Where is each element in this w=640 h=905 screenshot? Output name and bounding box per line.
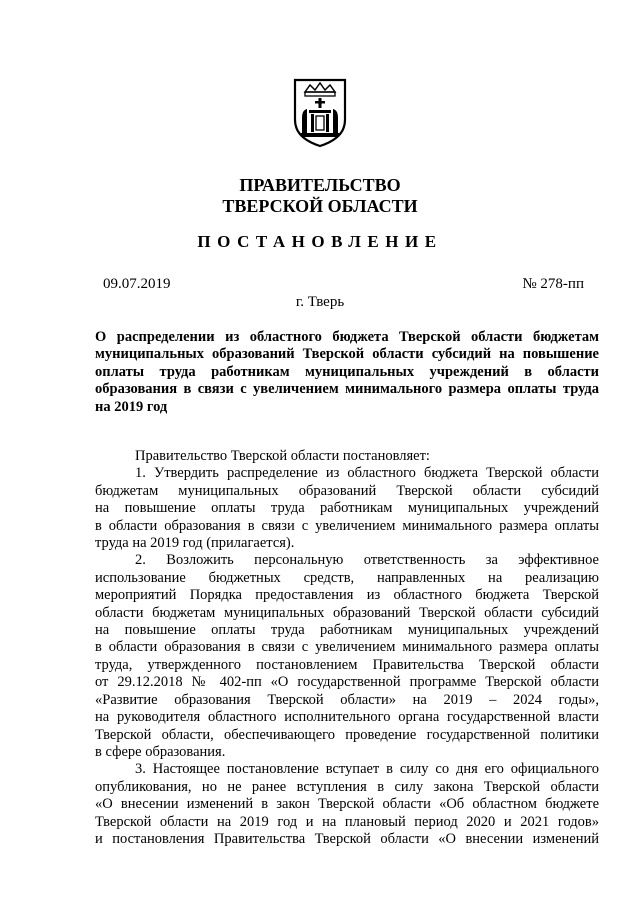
coat-of-arms-emblem — [291, 76, 349, 148]
body-line: 2. Возложить персональную ответственность за эффективное — [135, 552, 599, 569]
body-line: 3. Настоящее постановление вступает в силу со дня его официального — [135, 761, 599, 778]
body-line: Правительство Тверской области постановляет: — [135, 448, 430, 464]
title-line: О распределении из областного бюджета Тверской области бюджетам — [95, 329, 599, 345]
body-line: на повышение оплаты труда работникам муниципальных учреждений — [95, 622, 599, 639]
body-line: «О внесении изменений в закон Тверской области «Об областном бюджете — [95, 796, 599, 813]
document-city: г. Тверь — [295, 294, 345, 310]
body-line: использование бюджетных средств, направленных на реализацию — [95, 569, 599, 586]
body-line: мероприятий Порядка предоставления из областного бюджета Тверской — [95, 587, 599, 604]
document-title — [95, 329, 599, 416]
title-line: на 2019 год — [95, 398, 168, 415]
body-line: в области образования в связи с увеличением минимального размера оплаты — [95, 517, 599, 534]
title-line: муниципальных образований Тверской области субсидий на повышение — [95, 346, 599, 363]
document-body — [95, 448, 599, 848]
body-line: бюджетам муниципальных образований Тверской области субсидий — [95, 482, 599, 499]
document-date: 09.07.2019 — [103, 276, 171, 292]
body-line: Тверской области, обеспечивающего проведение государственной политики — [95, 726, 599, 743]
body-line: в сфере образования. — [95, 743, 226, 760]
body-line: «Развитие образования Тверской области» на 2019 – 2024 годы», — [95, 691, 599, 708]
government-name — [0, 175, 640, 217]
title-line: оплаты труда работникам муниципальных учреждений в области — [95, 363, 599, 380]
body-line: от 29.12.2018 № 402-пп «О государственной программе Тверской области — [95, 674, 599, 691]
body-line: труда, утвержденного постановлением Правительства Тверской области — [95, 656, 599, 673]
body-line: на повышение оплаты труда работникам муниципальных учреждений — [95, 500, 599, 517]
body-line: в области образования в связи с увеличением минимального размера оплаты — [95, 639, 599, 656]
government-name-line2: ТВЕРСКОЙ ОБЛАСТИ — [222, 196, 418, 216]
government-name-line1: ПРАВИТЕЛЬСТВО — [239, 175, 401, 195]
title-line: образования в связи с увеличением минимального размера оплаты труда — [95, 381, 599, 398]
body-line: на руководителя областного исполнительного органа государственной власти — [95, 709, 599, 726]
body-line: области бюджетам муниципальных образований Тверской области субсидий — [95, 604, 599, 621]
document-number: № 278-пп — [522, 276, 584, 292]
body-line: 1. Утвердить распределение из областного бюджета Тверской области — [135, 465, 599, 482]
document-type: ПОСТАНОВЛЕНИЕ — [197, 232, 443, 251]
body-line: Тверской области на 2019 год и на плановый период 2020 и 2021 годов» — [95, 813, 599, 830]
body-line: и постановления Правительства Тверской области «О внесении изменений — [95, 830, 599, 847]
body-line: труда на 2019 год (прилагается). — [95, 535, 295, 552]
body-line: опубликования, но не ранее вступления в силу закона Тверской области — [95, 778, 599, 795]
